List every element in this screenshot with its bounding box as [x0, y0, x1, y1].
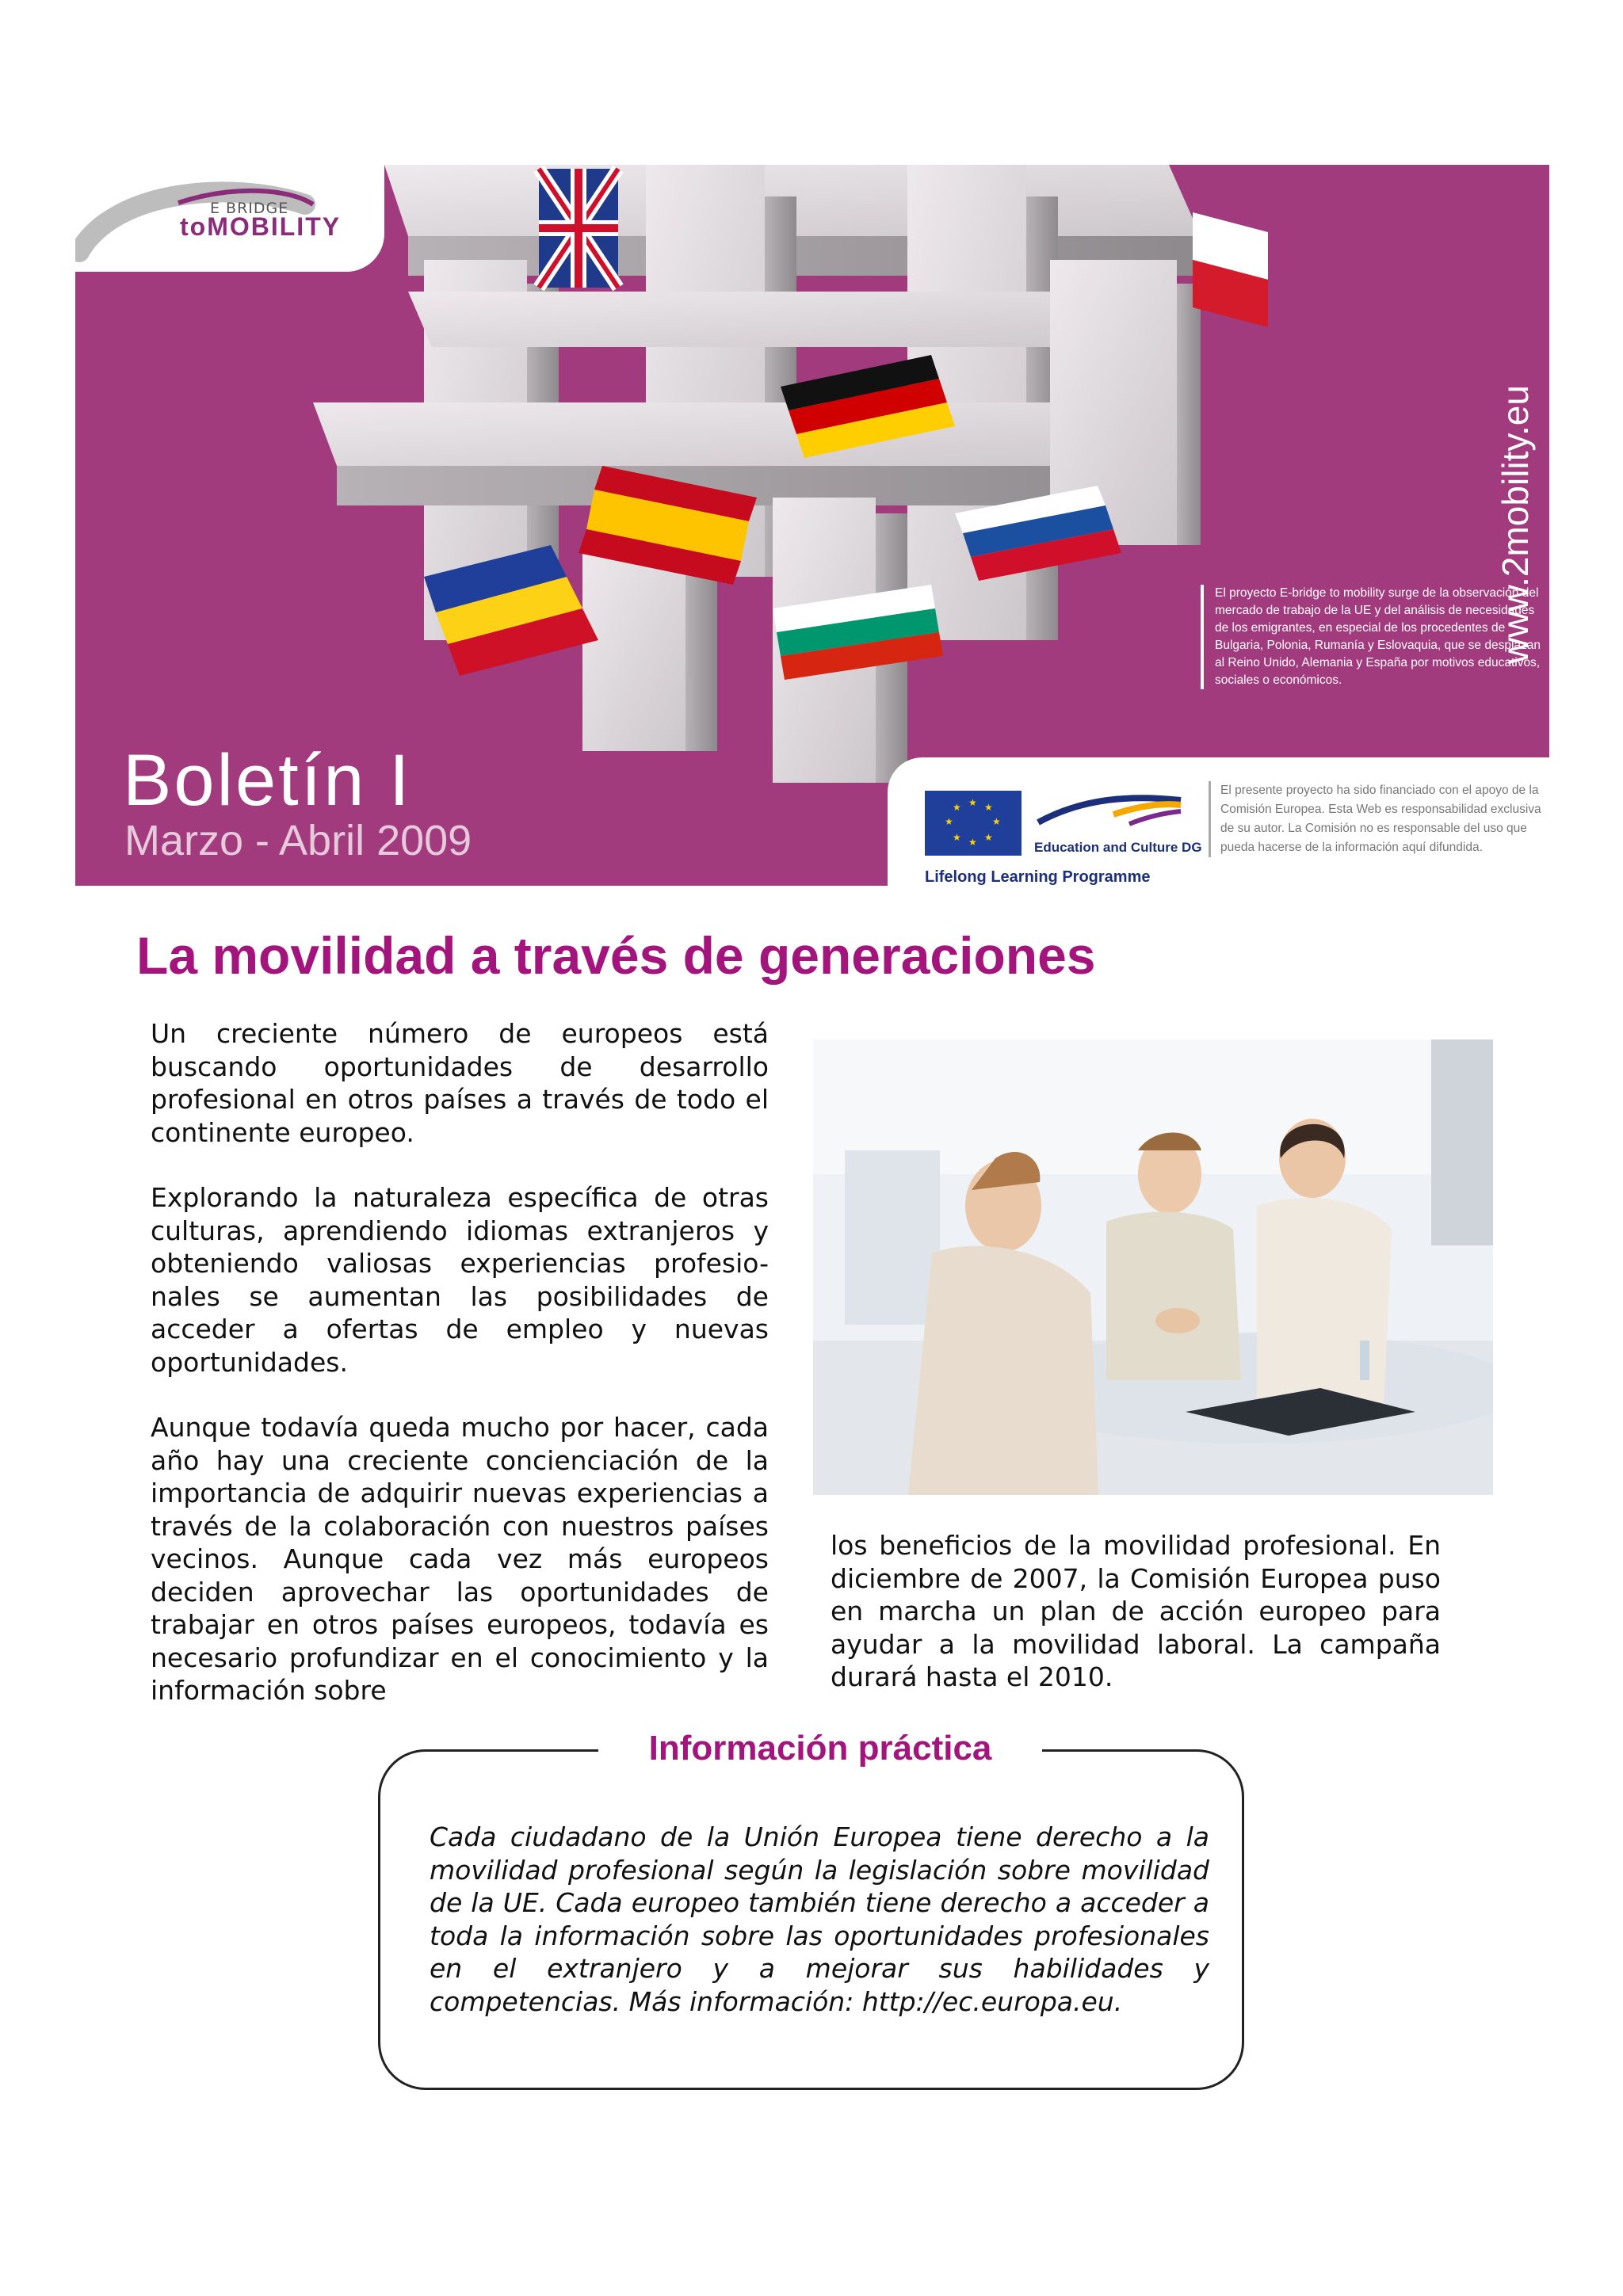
eu-programme-name: Lifelong Learning Programme: [925, 868, 1151, 886]
education-culture-logo-icon: [1034, 791, 1185, 838]
business-meeting-photo: [813, 1039, 1493, 1495]
article-paragraph: Un creciente número de europeos está buscando oportunidades de desarrollo profesional en otros países a través de todo el continente europeo.: [151, 1018, 769, 1148]
logo-subtitle: E BRIDGE: [210, 200, 289, 217]
site-url: www.2mobility.eu: [1495, 385, 1536, 664]
bulletin-title: Boletín I: [123, 740, 412, 821]
article-left-column: [151, 1017, 769, 1740]
info-title-wrapper: [598, 1729, 1042, 1768]
uk-flag: [539, 169, 618, 288]
poland-flag: [1193, 212, 1268, 327]
info-text: Cada ciudadano de la Unión Europea tiene derecho a la movilidad profesional según la legislación sobre movilidad de la UE. Cada europeo también tiene derecho a acceder a toda la información sobre las oportunidades profesionales en el extranjero y a mejorar sus habilidades y competencias. Más información: http://ec.europa.eu.: [430, 1821, 1209, 2017]
funding-disclaimer: El presente proyecto ha sido financiado con el apoyo de la Comisión Europea. Esta Web es responsabilidad exclusiva de su autor. La Comisión no es responsable del uso que pueda hacerse de la información aquí difundida.: [1209, 781, 1549, 857]
article-headline: La movilidad a través de generaciones: [136, 926, 1096, 985]
article-paragraph: Aunque todavía queda mucho por hacer, cada año hay una creciente concienciación de la importancia de adquirir nuevas experiencias a través de la colaboración con nuestros países vecinos. Aunque cada vez más europeos deciden aprovechar las oportunidades de trabajar en otros países europeos, todavía es necesario profundizar en el conocimiento y la información sobre: [151, 1412, 769, 1706]
article-right-column: [831, 1529, 1441, 1726]
eu-flag-icon: ★ ★ ★ ★ ★ ★ ★ ★: [925, 791, 1022, 856]
info-title: Información práctica: [648, 1729, 992, 1768]
article-paragraph: los beneficios de la movilidad profesional. En diciembre de 2007, la Comisión Europea puso en marcha un plan de acción europeo para ayudar a la movilidad laboral. La campaña durará hasta el 2010.: [831, 1530, 1441, 1692]
eu-program-name: Education and Culture DG: [1034, 840, 1202, 855]
article-paragraph: Explorando la naturaleza específica de otras culturas, aprendiendo idiomas extranjeros y obteniendo valiosas experiencias profesio-nales se aumentan las posibilidades de acceder a ofertas de empleo y nuevas oportunidades.: [151, 1182, 769, 1378]
bulletin-date: Marzo - Abril 2009: [124, 817, 472, 864]
project-description: El proyecto E-bridge to mobility surge de la observación del mercado de trabajo de la UE y del análisis de necesidades de los emigrantes, en especial de los procedentes de Bulgaria, Polonia, Rumanía y Eslovaquia, que se desplazan al Reino Unido, Alemania y España por motivos educativos, sociales o económicos.: [1201, 585, 1548, 689]
logo: toMOBILITY: [180, 212, 342, 241]
header-banner: [75, 165, 1549, 886]
